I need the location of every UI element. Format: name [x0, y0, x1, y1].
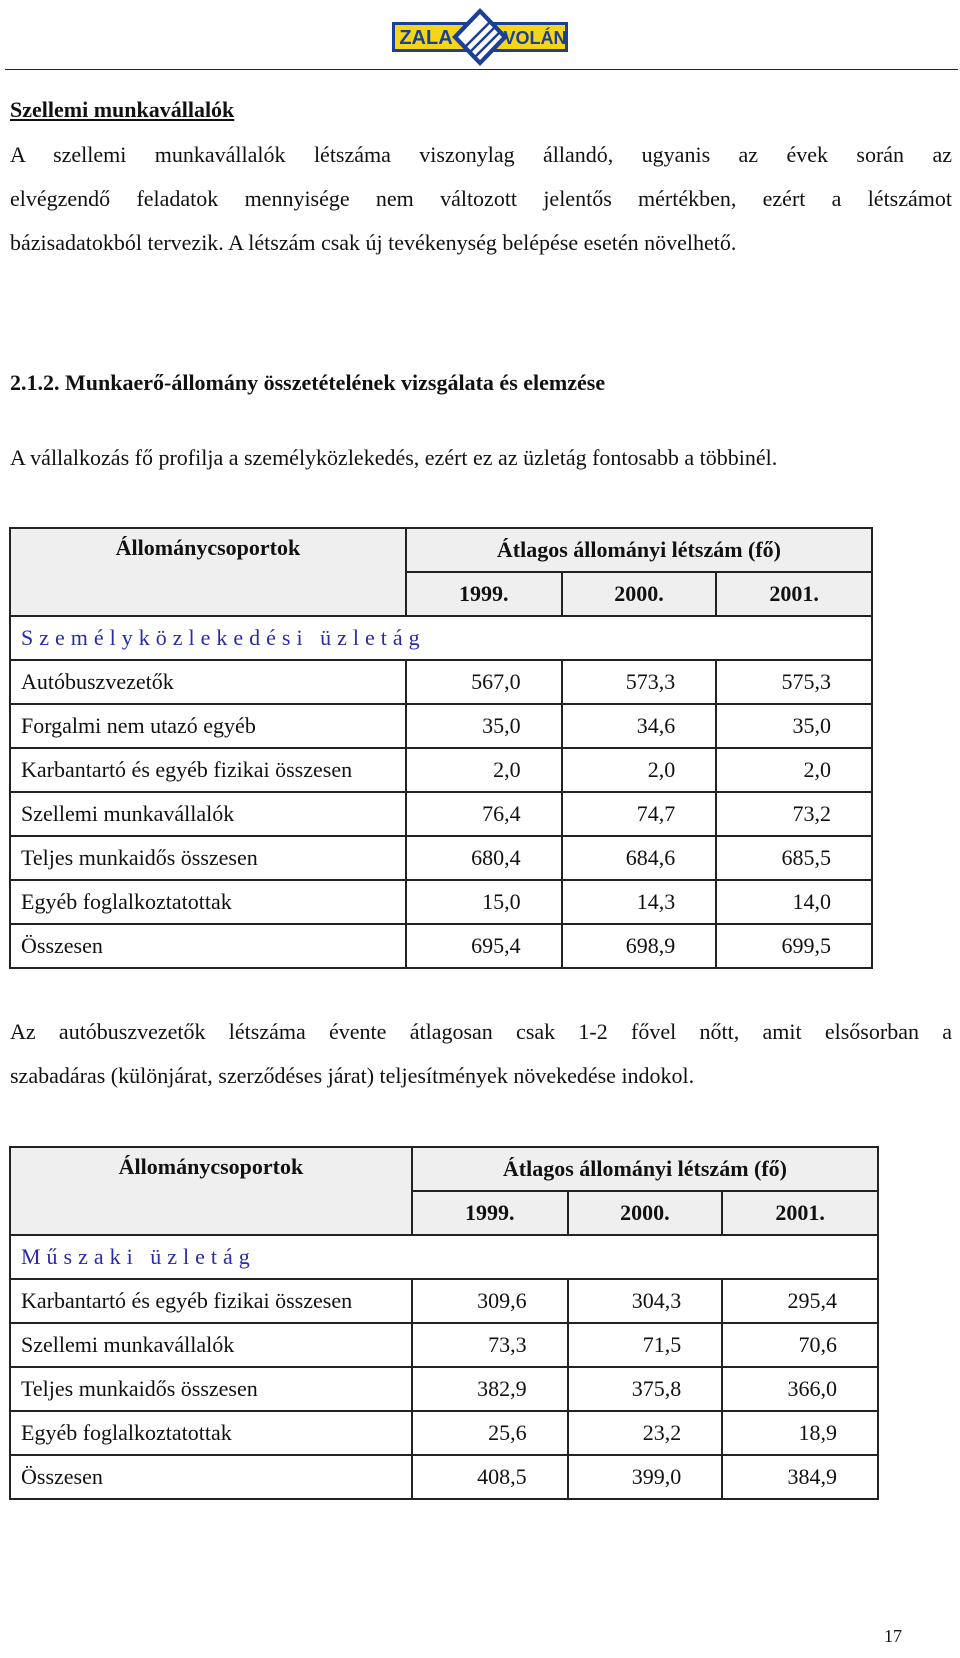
row-label: Teljes munkaidős összesen	[10, 836, 406, 880]
cell-2001: 575,3	[716, 660, 872, 704]
row-label: Összesen	[10, 924, 406, 968]
year-header: 1999.	[412, 1191, 568, 1235]
year-header: 2001.	[716, 572, 872, 616]
intro-paragraph: A vállalkozás fő profilja a személyközlekedés, ezért ez az üzletág fontosabb a többinél.	[10, 445, 778, 470]
cell-1999: 680,4	[406, 836, 562, 880]
cell-1999: 567,0	[406, 660, 562, 704]
year-header: 2001.	[722, 1191, 878, 1235]
table-row	[10, 1323, 878, 1367]
paragraph-line: szabadáras (különjárat, szerződéses járat) teljesítmények növekedése indokol.	[10, 1063, 695, 1088]
col-header-group: Állománycsoportok	[10, 1147, 412, 1235]
table-row	[10, 704, 872, 748]
col-header-group: Állománycsoportok	[10, 528, 406, 616]
year-header: 2000.	[568, 1191, 723, 1235]
table-row	[10, 1455, 878, 1499]
table-row	[10, 1411, 878, 1455]
cell-2000: 74,7	[562, 792, 717, 836]
cell-1999: 382,9	[412, 1367, 568, 1411]
cell-2000: 698,9	[562, 924, 717, 968]
table-row	[10, 1367, 878, 1411]
cell-1999: 76,4	[406, 792, 562, 836]
cell-1999: 73,3	[412, 1323, 568, 1367]
cell-2001: 2,0	[716, 748, 872, 792]
row-label: Karbantartó és egyéb fizikai összesen	[10, 748, 406, 792]
cell-1999: 408,5	[412, 1455, 568, 1499]
paragraph-line: bázisadatokból tervezik. A létszám csak új tevékenység belépése esetén növelhető.	[10, 230, 737, 255]
cell-1999: 15,0	[406, 880, 562, 924]
header-divider	[5, 69, 958, 70]
cell-2000: 14,3	[562, 880, 717, 924]
cell-1999: 25,6	[412, 1411, 568, 1455]
cell-2000: 304,3	[568, 1279, 723, 1323]
col-header-value: Átlagos állományi létszám (fő)	[406, 528, 872, 572]
year-header: 1999.	[406, 572, 562, 616]
row-label: Karbantartó és egyéb fizikai összesen	[10, 1279, 412, 1323]
table-row	[10, 748, 872, 792]
cell-2001: 14,0	[716, 880, 872, 924]
table-row	[10, 880, 872, 924]
row-label: Forgalmi nem utazó egyéb	[10, 704, 406, 748]
cell-2000: 684,6	[562, 836, 717, 880]
cell-2000: 34,6	[562, 704, 717, 748]
svg-text:VOLÁN: VOLÁN	[503, 28, 567, 48]
cell-2001: 699,5	[716, 924, 872, 968]
cell-2001: 685,5	[716, 836, 872, 880]
table-row	[10, 660, 872, 704]
cell-2000: 2,0	[562, 748, 717, 792]
table-row	[10, 924, 872, 968]
cell-2001: 18,9	[722, 1411, 878, 1455]
cell-1999: 309,6	[412, 1279, 568, 1323]
group-label: Műszaki üzletág	[10, 1235, 878, 1279]
cell-1999: 695,4	[406, 924, 562, 968]
section-title: Szellemi munkavállalók	[10, 97, 235, 122]
cell-2000: 573,3	[562, 660, 717, 704]
staff-table-technical	[9, 1146, 879, 1500]
cell-2000: 71,5	[568, 1323, 723, 1367]
cell-2001: 73,2	[716, 792, 872, 836]
cell-2001: 366,0	[722, 1367, 878, 1411]
cell-1999: 35,0	[406, 704, 562, 748]
row-label: Teljes munkaidős összesen	[10, 1367, 412, 1411]
row-label: Autóbuszvezetők	[10, 660, 406, 704]
table-row	[10, 836, 872, 880]
cell-2001: 35,0	[716, 704, 872, 748]
paragraph-line: elvégzendő feladatok mennyisége nem változott jelentős mértékben, ezért a létszámot	[10, 186, 952, 211]
col-header-value: Átlagos állományi létszám (fő)	[412, 1147, 878, 1191]
page-number: 17	[884, 1626, 902, 1646]
group-label: Személyközlekedési üzletág	[10, 616, 872, 660]
row-label: Szellemi munkavállalók	[10, 1323, 412, 1367]
svg-text:ZALA: ZALA	[399, 27, 453, 49]
zala-volan-logo	[390, 6, 570, 68]
cell-2001: 384,9	[722, 1455, 878, 1499]
cell-2001: 70,6	[722, 1323, 878, 1367]
staff-table-passenger	[9, 527, 873, 969]
row-label: Összesen	[10, 1455, 412, 1499]
table-row	[10, 792, 872, 836]
paragraph-line: A szellemi munkavállalók létszáma viszonylag állandó, ugyanis az évek során az	[10, 142, 952, 167]
row-label: Egyéb foglalkoztatottak	[10, 1411, 412, 1455]
year-header: 2000.	[562, 572, 717, 616]
row-label: Egyéb foglalkoztatottak	[10, 880, 406, 924]
cell-2000: 23,2	[568, 1411, 723, 1455]
cell-2000: 399,0	[568, 1455, 723, 1499]
paragraph-line: Az autóbuszvezetők létszáma évente átlagosan csak 1-2 fővel nőtt, amit elsősorban a	[10, 1019, 952, 1044]
cell-2000: 375,8	[568, 1367, 723, 1411]
section-heading: 2.1.2. Munkaerő-állomány összetételének vizsgálata és elemzése	[10, 370, 606, 395]
cell-1999: 2,0	[406, 748, 562, 792]
row-label: Szellemi munkavállalók	[10, 792, 406, 836]
table-row	[10, 1279, 878, 1323]
cell-2001: 295,4	[722, 1279, 878, 1323]
